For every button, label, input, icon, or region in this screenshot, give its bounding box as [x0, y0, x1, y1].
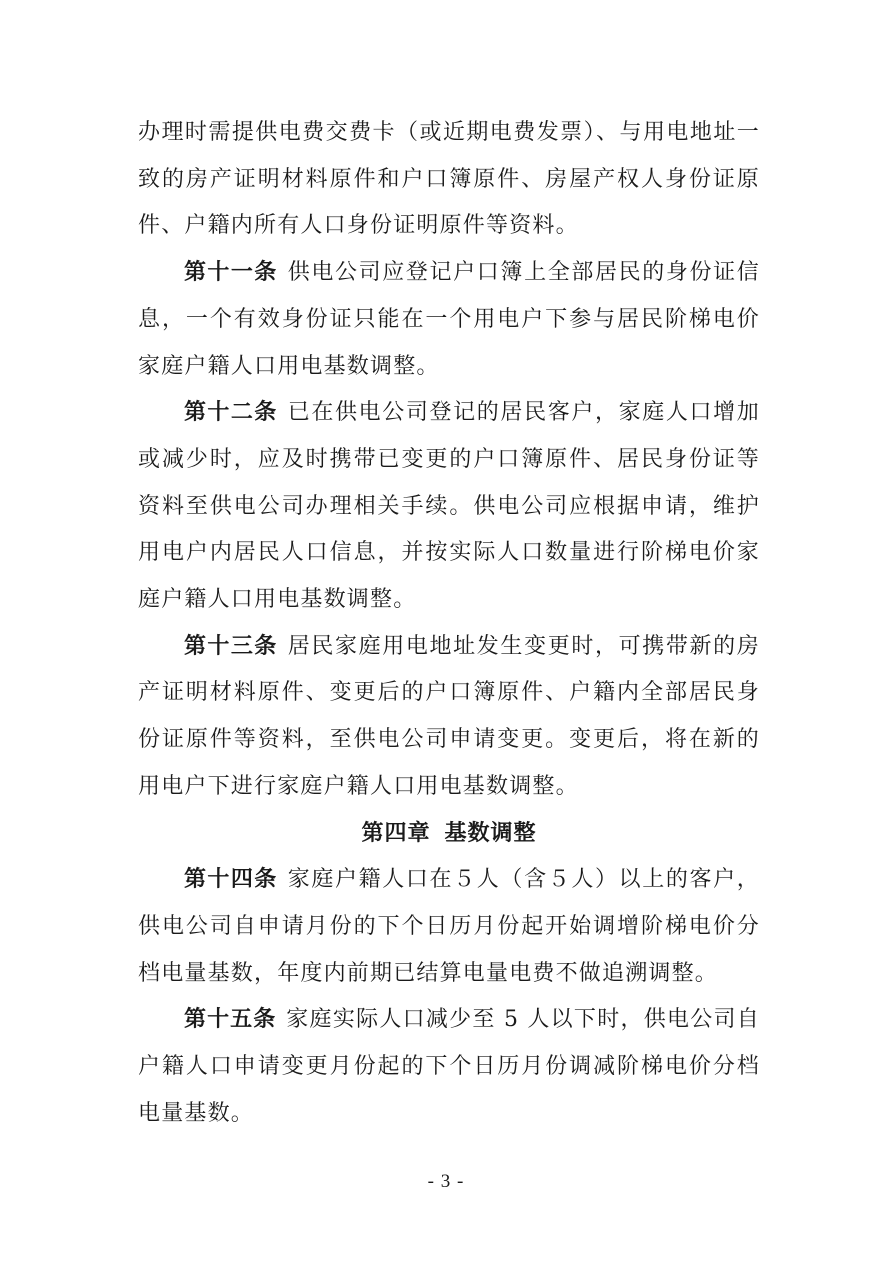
- document-body: [138, 110, 760, 1137]
- page-number: - 3 -: [427, 1171, 465, 1192]
- article-label: 第十五条: [184, 1007, 277, 1033]
- chapter-heading: [138, 811, 760, 858]
- article-15: [138, 997, 760, 1137]
- chapter-title: 基数调整: [444, 820, 537, 846]
- article-label: 第十四条: [184, 867, 278, 893]
- article-label: 第十一条: [184, 260, 278, 286]
- paragraph-text: 办理时需提供电费交费卡（或近期电费发票）、与用电地址一致的房产证明材料原件和户口簿原件、房屋产权人身份证原件、户籍内所有人口身份证明原件等资料。: [138, 120, 760, 239]
- article-text: 家庭户籍人口在５人（含５人）以上的客户，供电公司自申请月份的下个日历月份起开始调增阶梯电价分档电量基数，年度内前期已结算电量电费不做追溯调整。: [138, 867, 760, 986]
- article-14: [138, 857, 760, 997]
- article-text: 家庭实际人口减少至 5 人以下时，供电公司自户籍人口申请变更月份起的下个日历月份调减阶梯电价分档电量基数。: [138, 1007, 760, 1126]
- article-text: 居民家庭用电地址发生变更时，可携带新的房产证明材料原件、变更后的户口簿原件、户籍内全部居民身份证原件等资料，至供电公司申请变更。变更后，将在新的用电户下进行家庭户籍人口用电基数调整。: [138, 633, 760, 799]
- article-label: 第十二条: [184, 400, 278, 426]
- article-text: 已在供电公司登记的居民客户，家庭人口增加或减少时，应及时携带已变更的户口簿原件、居民身份证等资料至供电公司办理相关手续。供电公司应根据申请，维护用电户内居民人口信息，并按实际人口数量进行阶梯电价家庭户籍人口用电基数调整。: [138, 400, 760, 613]
- article-text: 供电公司应登记户口簿上全部居民的身份证信息，一个有效身份证只能在一个用电户下参与居民阶梯电价家庭户籍人口用电基数调整。: [138, 260, 760, 379]
- paragraph-continuation: [138, 110, 760, 250]
- article-label: 第十三条: [184, 633, 278, 659]
- article-13: [138, 624, 760, 811]
- article-11: [138, 250, 760, 390]
- article-12: [138, 390, 760, 624]
- chapter-number: 第四章: [361, 820, 431, 846]
